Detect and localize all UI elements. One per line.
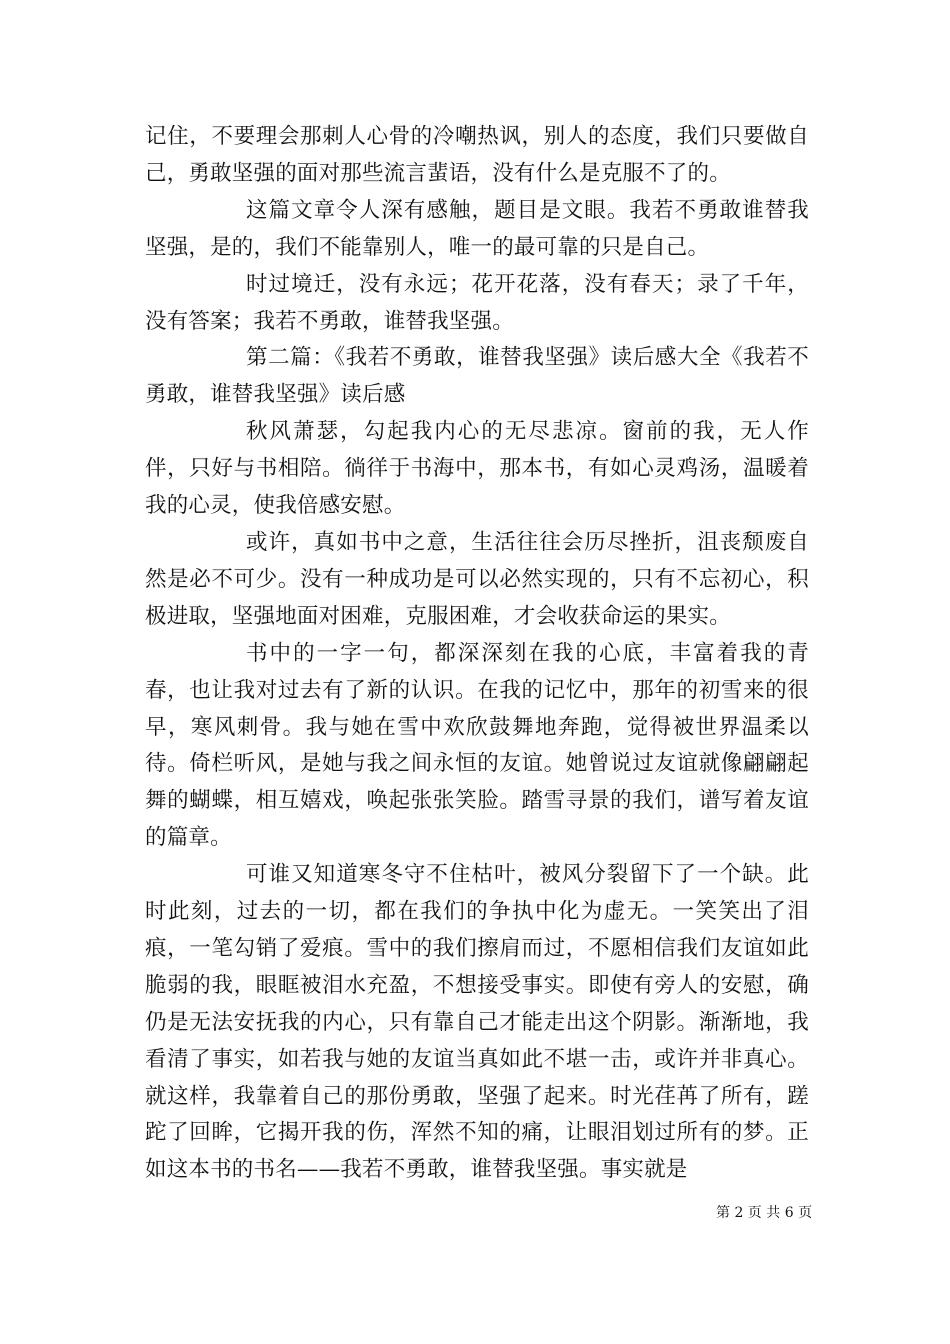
document-body [145,119,809,1189]
paragraph: 书中的一字一句，都深深刻在我的心底，丰富着我的青春，也让我对过去有了新的认识。在我的记忆中，那年的初雪来的很早，寒风刺骨。我与她在雪中欢欣鼓舞地奔跑，觉得被世界温柔以待。倚栏听风，是她与我之间永恒的友谊。她曾说过友谊就像翩翩起舞的蝴蝶，相互嬉戏，唤起张张笑脸。踏雪寻景的我们，谱写着友谊的篇章。 [145,640,809,851]
paragraph: 秋风萧瑟，勾起我内心的无尽悲凉。窗前的我，无人作伴，只好与书相陪。徜徉于书海中，那本书，有如心灵鸡汤，温暖着我的心灵，使我倍感安慰。 [145,419,809,519]
section-heading-paragraph: 第二篇：《我若不勇敢，谁替我坚强》读后感大全《我若不勇敢，谁替我坚强》读后感 [145,345,809,408]
paragraph: 可谁又知道寒冬守不住枯叶，被风分裂留下了一个缺。此时此刻，过去的一切，都在我们的争执中化为虚无。一笑笑出了泪痕，一笔勾销了爱痕。雪中的我们擦肩而过，不愿相信我们友谊如此脆弱的我，眼眶被泪水充盈，不想接受事实。即使有旁人的安慰，确仍是无法安抚我的内心，只有靠自己才能走出这个阴影。渐渐地，我看清了事实，如若我与她的友谊当真如此不堪一击，或许并非真心。就这样，我靠着自己的那份勇敢，坚强了起来。时光荏苒了所有，蹉跎了回眸，它揭开我的伤，浑然不知的痛，让眼泪划过所有的梦。正如这本书的书名——我若不勇敢，谁替我坚强。事实就是 [145,862,809,1183]
page-number: 第 2 页 共 6 页 [716,1205,813,1221]
paragraph: 或许，真如书中之意，生活往往会历尽挫折，沮丧颓废自然是必不可少。没有一种成功是可以必然实现的，只有不忘初心，积极进取，坚强地面对困难，克服困难，才会收获命运的果实。 [145,529,809,629]
paragraph: 时过境迁，没有永远；花开花落，没有春天；录了千年，没有答案；我若不勇敢，谁替我坚强。 [145,271,809,334]
paragraph: 这篇文章令人深有感触，题目是文眼。我若不勇敢谁替我坚强，是的，我们不能靠别人，唯一的最可靠的只是自己。 [145,197,809,260]
paragraph-continuation: 记住，不要理会那刺人心骨的冷嘲热讽，别人的态度，我们只要做自己，勇敢坚强的面对那些流言蜚语，没有什么是克服不了的。 [145,124,809,186]
